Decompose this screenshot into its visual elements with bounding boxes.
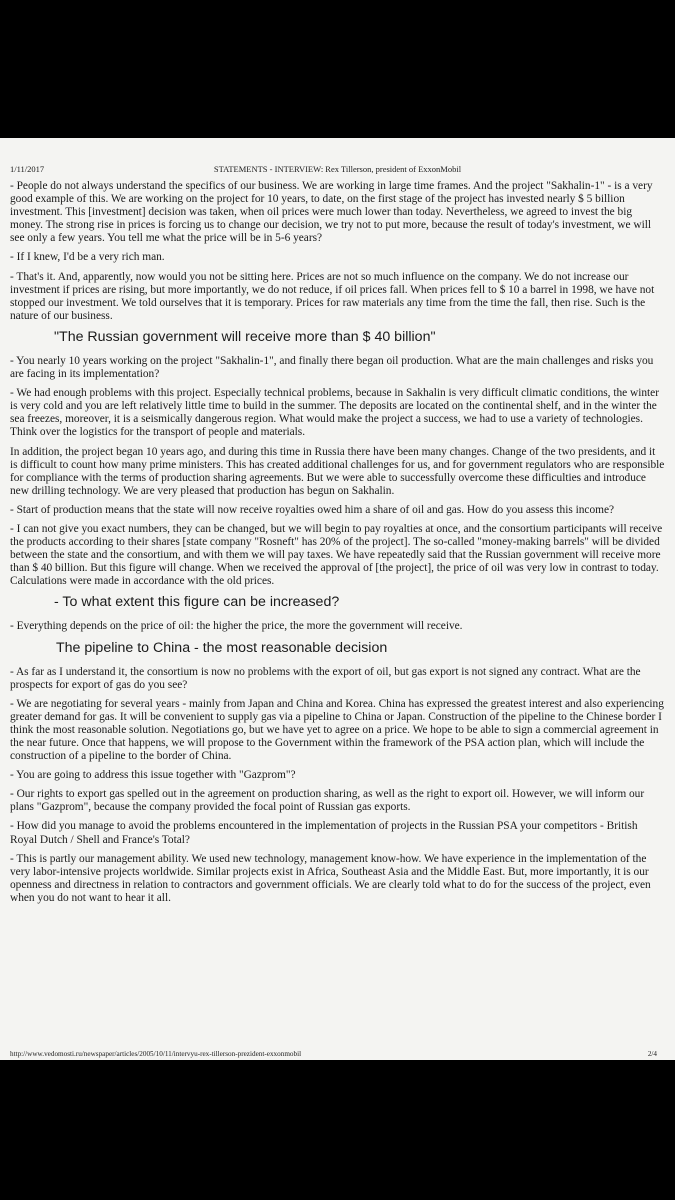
section-heading: The pipeline to China - the most reasonable decision [56,639,388,656]
paragraph: - Our rights to export gas spelled out in the agreement on production sharing, as well as the right to export oil. However, we will inform our plans "Gazprom", because the company provided the focal point of Russian gas exports. [10,788,645,814]
document-page [0,138,675,1060]
paragraph: - People do not always understand the specifics of our business. We are working in large time frames. And the project "Sakhalin-1" - is a very good example of this. We are working on the project for 10 years, to date, on the first stage of the project has invested nearly $ 5 billion investment. This [investment] decision was taken, when oil prices were much lower than today. Nevertheless, we agreed to invest the big money. The strong rise in prices is forcing us to change our decision, we try not to put more, because the result of today's investment, we will see only a few years. You tell me what the price will be in 5-6 years? [10,180,653,245]
paragraph: - I can not give you exact numbers, they can be changed, but we will begin to pay royalties at once, and the consortium participants will receive the products according to their shares [state company "Rosneft" has 20% of the project]. The so-called "money-making barrels" will be divided between the state and the consortium, and with them we will pay taxes. We have repeatedly said that the Russian government will receive more than $ 40 billion. But this figure will change. When we received the approval of [the project], the price of oil was very low in contrast to today. Calculations were made in accordance with the old prices. [10,522,663,588]
paragraph: - You are going to address this issue together with "Gazprom"? [10,769,296,782]
document-title: STATEMENTS - INTERVIEW: Rex Tillerson, president of ExxonMobil [213,164,462,174]
paragraph: - If I knew, I'd be a very rich man. [10,251,165,264]
source-url: http://www.vedomosti.ru/newspaper/articles/2005/10/11/intervyu-rex-tillerson-prezident-exxonmobil [10,1050,302,1058]
page-number: 2/4 [647,1050,657,1058]
paragraph: - We had enough problems with this project. Especially technical problems, because in Sakhalin is very difficult climatic conditions, the winter is very cold and you are left relatively little time to build in the summer. The deposits are located on the continental shelf, and in the winter the sea freezes, moreover, it is a seismically dangerous region. What would make the project a success, we had to use a variety of technologies. Think over the logistics for the transport of people and materials. [10,387,659,439]
article-body [10,180,665,911]
section-heading: - To what extent this figure can be increased? [54,594,340,611]
paragraph: - That's it. And, apparently, now would you not be sitting here. Prices are not so much influence on the company. We do not increase our investment if prices are rising, but more importantly, we do not reduce, if oil prices fall. When prices fell to $ 10 a barrel in 1998, we have not stopped our investment. We told ourselves that it is temporary. Prices for raw materials any time from the time the fall, then rise. Such is the nature of our business. [10,270,655,322]
section-heading: "The Russian government will receive more than $ 40 billion" [54,328,436,345]
paragraph: - You nearly 10 years working on the project "Sakhalin-1", and finally there began oil production. What are the main challenges and risks you are facing in its implementation? [10,354,654,381]
print-date: 1/11/2017 [10,164,45,174]
paragraph: - We are negotiating for several years - mainly from Japan and China and Korea. China has expressed the greatest interest and also experiencing greater demand for gas. It will be convenient to supply gas via a pipeline to China or Japan. Construction of the pipeline to the Chinese border I think the most reasonable solution. Negotiations go, but we have yet to agree on a price. We hope to be able to sign a commercial agreement in the near future. Once that happens, we will propose to the Government within the framework of the PSA action plan, which will include the construction of a pipeline to the border of China. [10,697,664,763]
paragraph: - This is partly our management ability. We used new technology, management know-how. We have experience in the implementation of the very labor-intensive projects worldwide. Similar projects exist in Africa, Southeast Asia and the Middle East. But, more importantly, it is our openness and directness in relation to contractors and government officials. We are clearly told what to do for the success of the project, even when you do not want to hear it all. [10,852,651,904]
paragraph: In addition, the project began 10 years ago, and during this time in Russia there have been many changes. Change of the two presidents, and it is difficult to count how many prime ministers. This has created additional challenges for us, and for government regulators who are responsible for compliance with the terms of production sharing agreements. But we were able to successfully overcome these difficulties and introduce new drilling technology. We are very pleased that production has begun on Sakhalin. [10,445,665,497]
paragraph: - How did you manage to avoid the problems encountered in the implementation of projects in the Russian PSA your competitors - British Royal Dutch / Shell and France's Total? [10,820,638,846]
paragraph: - As far as I understand it, the consortium is now no problems with the export of oil, but gas export is not signed any contract. What are the prospects for export of gas do you see? [10,665,641,691]
paragraph: - Everything depends on the price of oil: the higher the price, the more the government will receive. [10,620,463,633]
paragraph: - Start of production means that the state will now receive royalties owed him a share of oil and gas. How do you assess this income? [10,503,615,516]
